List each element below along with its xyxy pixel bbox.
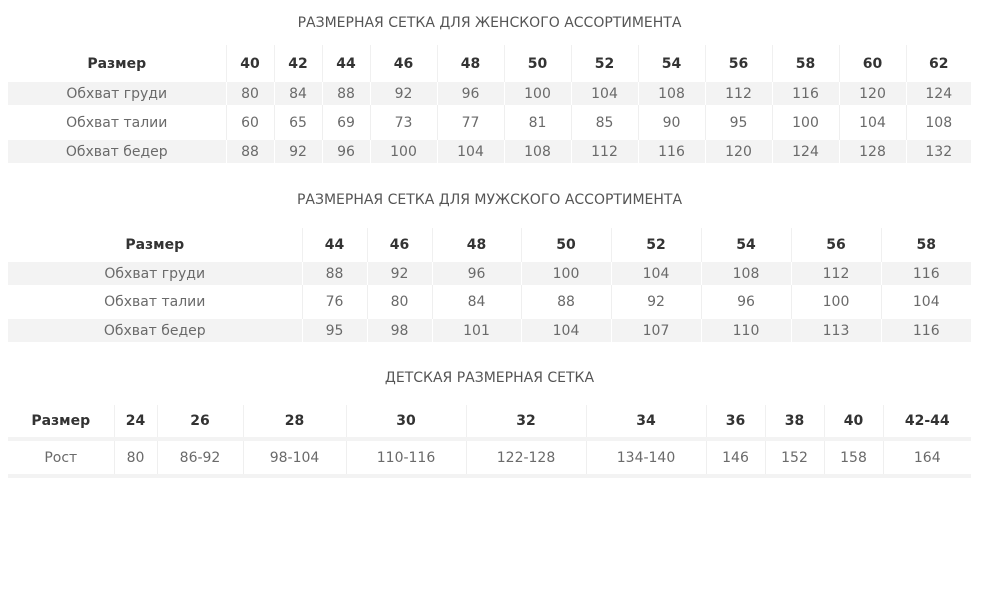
- table-cell: 164: [883, 441, 971, 474]
- header-cell: Размер: [125, 237, 185, 253]
- table-cell: 86-92: [157, 441, 243, 474]
- header-cell: 58: [772, 45, 839, 82]
- header-cell: 46: [370, 45, 437, 82]
- header-cell: 32: [466, 405, 586, 437]
- table-cell: 128: [839, 140, 906, 163]
- table-cell: 88: [322, 82, 370, 105]
- header-cell: 48: [432, 228, 521, 262]
- table-cell: 80: [114, 441, 157, 474]
- table-cell: 108: [504, 140, 571, 163]
- table-row: [8, 319, 971, 342]
- table-cell: 104: [571, 82, 638, 105]
- table-cell: 100: [521, 262, 611, 285]
- table-cell: 108: [701, 262, 791, 285]
- table-row: [8, 140, 971, 163]
- men-header-row: [8, 228, 971, 262]
- row-label: Обхват груди: [8, 262, 302, 285]
- table-cell: 98-104: [243, 441, 346, 474]
- women-size-chart: [8, 14, 971, 163]
- women-chart-title: РАЗМЕРНАЯ СЕТКА ДЛЯ ЖЕНСКОГО АССОРТИМЕНТА: [297, 15, 682, 31]
- row-label: Обхват груди: [8, 82, 226, 105]
- table-cell: 104: [881, 285, 971, 319]
- header-cell: Размер: [31, 413, 91, 429]
- header-cell: 60: [839, 45, 906, 82]
- table-cell: 146: [706, 441, 765, 474]
- table-cell: 92: [611, 285, 701, 319]
- table-cell: 98: [367, 319, 432, 342]
- table-cell: 104: [611, 262, 701, 285]
- header-cell: 50: [521, 228, 611, 262]
- header-cell: 58: [881, 228, 971, 262]
- header-cell: 36: [706, 405, 765, 437]
- header-cell: 30: [346, 405, 466, 437]
- table-cell: 100: [772, 105, 839, 140]
- header-cell: 28: [243, 405, 346, 437]
- header-cell: 54: [638, 45, 705, 82]
- table-cell: 96: [322, 140, 370, 163]
- row-label: Обхват талии: [104, 294, 206, 310]
- table-cell: 124: [906, 82, 971, 105]
- header-cell: 44: [322, 45, 370, 82]
- header-cell: 44: [302, 228, 367, 262]
- header-cell: 26: [157, 405, 243, 437]
- row-label: Обхват бедер: [8, 140, 226, 163]
- table-cell: 73: [370, 105, 437, 140]
- kids-chart-title: ДЕТСКАЯ РАЗМЕРНАЯ СЕТКА: [384, 370, 595, 386]
- table-row: [8, 441, 971, 474]
- table-cell: 88: [226, 140, 274, 163]
- table-cell: 110-116: [346, 441, 466, 474]
- header-cell: Размер: [87, 55, 147, 72]
- table-cell: 95: [302, 319, 367, 342]
- kids-size-table: [8, 405, 971, 478]
- header-cell: 46: [367, 228, 432, 262]
- women-header-row: [8, 45, 971, 82]
- table-cell: 96: [437, 82, 504, 105]
- header-cell: 52: [571, 45, 638, 82]
- table-cell: 100: [791, 285, 881, 319]
- header-cell: 50: [504, 45, 571, 82]
- separator: [8, 474, 971, 478]
- table-row: [8, 262, 971, 285]
- table-cell: 113: [791, 319, 881, 342]
- table-cell: 116: [881, 262, 971, 285]
- table-cell: 104: [437, 140, 504, 163]
- table-cell: 60: [226, 105, 274, 140]
- table-cell: 120: [839, 82, 906, 105]
- kids-size-chart: [8, 369, 971, 478]
- table-cell: 69: [322, 105, 370, 140]
- table-cell: 85: [571, 105, 638, 140]
- table-cell: 134-140: [586, 441, 706, 474]
- table-cell: 96: [701, 285, 791, 319]
- table-cell: 112: [571, 140, 638, 163]
- table-cell: 84: [432, 285, 521, 319]
- header-cell: 56: [705, 45, 772, 82]
- table-cell: 80: [367, 285, 432, 319]
- table-cell: 108: [638, 82, 705, 105]
- table-cell: 108: [906, 105, 971, 140]
- header-cell: 42: [274, 45, 322, 82]
- header-cell: 34: [586, 405, 706, 437]
- table-cell: 107: [611, 319, 701, 342]
- table-cell: 101: [432, 319, 521, 342]
- table-cell: 124: [772, 140, 839, 163]
- table-cell: 152: [765, 441, 824, 474]
- header-cell: 38: [765, 405, 824, 437]
- row-label: Рост: [44, 449, 78, 466]
- table-cell: 80: [226, 82, 274, 105]
- table-cell: 81: [504, 105, 571, 140]
- table-cell: 90: [638, 105, 705, 140]
- table-cell: 122-128: [466, 441, 586, 474]
- table-row: [8, 105, 971, 140]
- table-cell: 77: [437, 105, 504, 140]
- table-cell: 88: [302, 262, 367, 285]
- table-cell: 158: [824, 441, 883, 474]
- row-label: Обхват талии: [66, 114, 168, 131]
- table-cell: 116: [881, 319, 971, 342]
- men-size-chart: [8, 191, 971, 342]
- table-cell: 120: [705, 140, 772, 163]
- separator-row: [8, 474, 971, 478]
- table-cell: 88: [521, 285, 611, 319]
- table-row: [8, 285, 971, 319]
- table-cell: 100: [504, 82, 571, 105]
- header-cell: 54: [701, 228, 791, 262]
- header-cell: 40: [824, 405, 883, 437]
- table-cell: 92: [274, 140, 322, 163]
- header-cell: 52: [611, 228, 701, 262]
- header-cell: 24: [114, 405, 157, 437]
- table-cell: 104: [521, 319, 611, 342]
- men-size-table: [8, 228, 971, 342]
- table-cell: 110: [701, 319, 791, 342]
- row-label: Обхват бедер: [8, 319, 302, 342]
- kids-header-row: [8, 405, 971, 437]
- women-size-table: [8, 45, 971, 163]
- men-chart-title: РАЗМЕРНАЯ СЕТКА ДЛЯ МУЖСКОГО АССОРТИМЕНТА: [296, 192, 683, 208]
- table-row: [8, 82, 971, 105]
- table-cell: 104: [839, 105, 906, 140]
- header-cell: 48: [437, 45, 504, 82]
- table-cell: 84: [274, 82, 322, 105]
- table-cell: 76: [302, 285, 367, 319]
- table-cell: 92: [370, 82, 437, 105]
- table-cell: 132: [906, 140, 971, 163]
- table-cell: 112: [791, 262, 881, 285]
- table-cell: 112: [705, 82, 772, 105]
- table-cell: 95: [705, 105, 772, 140]
- header-cell: 62: [906, 45, 971, 82]
- header-cell: 40: [226, 45, 274, 82]
- table-cell: 65: [274, 105, 322, 140]
- table-cell: 100: [370, 140, 437, 163]
- header-cell: 56: [791, 228, 881, 262]
- table-cell: 92: [367, 262, 432, 285]
- table-cell: 96: [432, 262, 521, 285]
- table-cell: 116: [638, 140, 705, 163]
- table-cell: 116: [772, 82, 839, 105]
- header-cell: 42-44: [883, 405, 971, 437]
